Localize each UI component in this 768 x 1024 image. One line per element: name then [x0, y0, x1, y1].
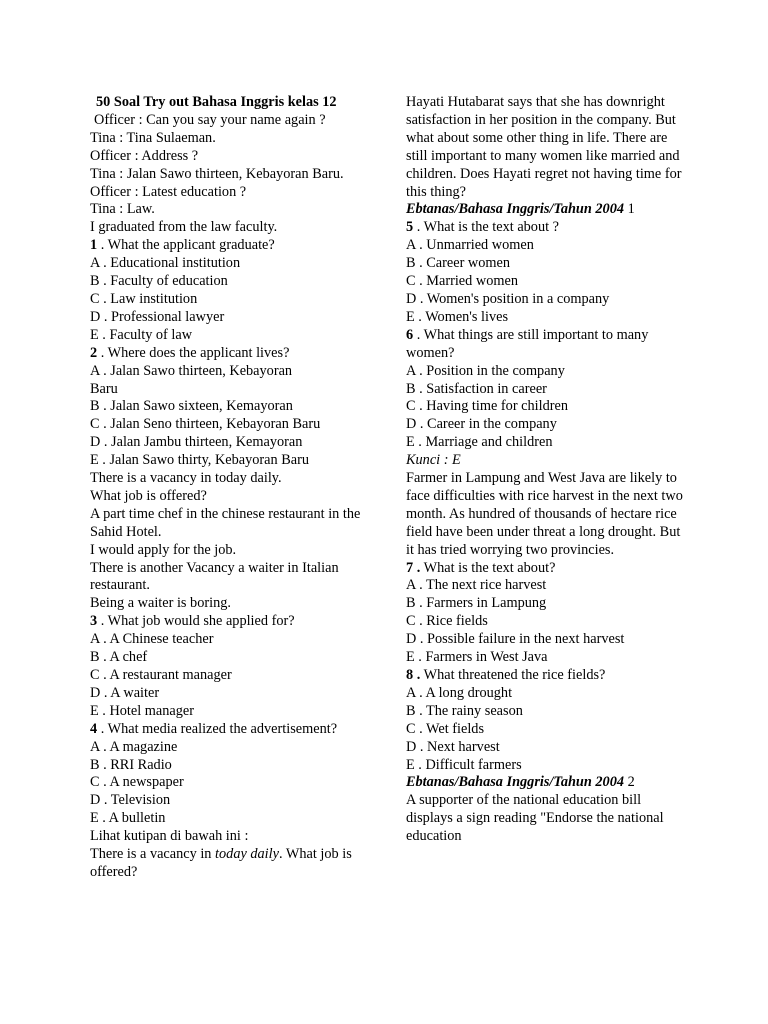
passage-line: A part time chef in the chinese restaurant in the Sahid Hotel. — [90, 505, 361, 540]
source-citation — [406, 774, 684, 792]
answer-option: D . Professional lawyer — [90, 308, 225, 325]
question-text: . What is the text about ? — [413, 219, 560, 236]
passage-line: Hayati Hutabarat says that she has downright satisfaction in her position in the company. But — [406, 94, 676, 128]
question-5 — [406, 219, 684, 237]
dialog-line: Officer : Can you say your name again ? — [94, 111, 326, 128]
question-text: What is the text about? — [420, 559, 556, 576]
answer-option: D . Next harvest — [406, 738, 500, 755]
dialog-line: Officer : Latest education ? — [90, 183, 247, 200]
passage-line: what about some other thing in life. There are still important to many women like married and — [406, 129, 680, 164]
passage-line: Farmer in Lampung and West Java are likely to face difficulties with rice harvest in the next two — [406, 470, 683, 504]
dialog-line: Tina : Tina Sulaeman. — [90, 129, 216, 146]
question-number: 5 — [406, 219, 414, 236]
answer-option: A . The next rice harvest — [406, 577, 547, 594]
passage-text: . What job is offered? — [90, 846, 352, 880]
answer-option: C . Wet fields — [406, 720, 485, 737]
answer-option: A . Position in the company — [406, 362, 565, 379]
document-title: 50 Soal Try out Bahasa Inggris kelas 12 — [96, 94, 337, 110]
dialog-line: Officer : Address ? — [90, 147, 199, 164]
answer-option: B . Jalan Sawo sixteen, Kemayoran — [90, 398, 293, 415]
answer-option: A . A long drought — [406, 684, 513, 701]
answer-option: C . Having time for children — [406, 398, 568, 415]
dialog-line: Tina : Law. — [90, 201, 155, 218]
answer-option: A . Unmarried women — [406, 237, 534, 254]
passage-line: What job is offered? — [90, 487, 207, 504]
passage-line — [90, 846, 378, 882]
answer-option: C . A newspaper — [90, 774, 184, 791]
answer-option: B . Career women — [406, 255, 511, 272]
answer-option: D . Women's position in a company — [406, 290, 610, 307]
answer-option: E . Women's lives — [406, 308, 509, 325]
question-number: 3 — [90, 613, 98, 630]
question-text: . Where does the applicant lives? — [97, 344, 290, 361]
passage-line: There is another Vacancy a waiter in Italian restaurant. — [90, 559, 339, 594]
answer-option-continued: Baru — [90, 380, 118, 397]
answer-option: E . A bulletin — [90, 810, 166, 827]
passage-line: Being a waiter is boring. — [90, 595, 231, 612]
question-number: 4 — [90, 720, 98, 737]
answer-option: E . Hotel manager — [90, 702, 195, 719]
source-number: 1 — [624, 201, 635, 218]
question-number: 7 . — [406, 559, 421, 576]
answer-option: B . The rainy season — [406, 702, 523, 719]
question-text: . What the applicant graduate? — [97, 237, 275, 254]
question-text: . What job would she applied for? — [97, 613, 295, 630]
answer-option: B . Faculty of education — [90, 273, 228, 290]
answer-option: A . Jalan Sawo thirteen, Kebayoran — [90, 362, 293, 379]
passage-line: Lihat kutipan di bawah ini : — [90, 828, 249, 845]
dialog-line: Tina : Jalan Sawo thirteen, Kebayoran Baru. — [90, 165, 344, 182]
question-2 — [90, 345, 378, 363]
question-number: 8 . — [406, 667, 421, 683]
answer-option: C . Married women — [406, 273, 518, 290]
answer-option: E . Difficult farmers — [406, 756, 522, 773]
answer-option: E . Jalan Sawo thirty, Kebayoran Baru — [90, 452, 310, 469]
answer-option: E . Faculty of law — [90, 326, 193, 343]
source-number: 2 — [624, 774, 635, 791]
question-number: 6 — [406, 326, 414, 343]
question-text: . What media realized the advertisement? — [97, 720, 338, 737]
question-3 — [90, 613, 378, 631]
question-6 — [406, 327, 684, 363]
answer-option: D . Possible failure in the next harvest — [406, 631, 625, 648]
answer-option: D . A waiter — [90, 684, 160, 701]
answer-option: E . Farmers in West Java — [406, 649, 548, 666]
answer-option: C . Rice fields — [406, 613, 488, 630]
answer-option: C . Jalan Seno thirteen, Kebayoran Baru — [90, 416, 321, 433]
answer-option: E . Marriage and children — [406, 434, 553, 451]
question-number: 2 — [90, 344, 98, 361]
answer-option: D . Television — [90, 792, 171, 809]
answer-option: A . A magazine — [90, 738, 178, 755]
answer-option: D . Jalan Jambu thirteen, Kemayoran — [90, 434, 303, 451]
passage-line: I would apply for the job. — [90, 541, 237, 558]
question-4 — [90, 721, 378, 739]
answer-option: B . Farmers in Lampung — [406, 595, 547, 612]
source-citation — [406, 201, 684, 219]
answer-option: C . A restaurant manager — [90, 667, 232, 683]
passage-emphasis: today daily — [215, 846, 279, 863]
source-title: Ebtanas/Bahasa Inggris/Tahun 2004 — [406, 201, 624, 218]
passage-text: There is a vacancy in — [90, 846, 216, 863]
passage-line: children. Does Hayati regret not having time for this thing? — [406, 165, 682, 200]
question-8 — [406, 667, 684, 685]
question-1 — [90, 237, 378, 255]
question-text: What threatened the rice fields? — [420, 667, 606, 683]
left-column — [90, 94, 378, 882]
answer-option: B . RRI Radio — [90, 756, 172, 773]
passage-line: There is a vacancy in today daily. — [90, 470, 282, 487]
answer-option: B . A chef — [90, 649, 148, 666]
answer-option: D . Career in the company — [406, 416, 557, 433]
dialog-line: I graduated from the law faculty. — [90, 219, 278, 236]
right-column — [406, 94, 684, 846]
passage-line: A supporter of the national education bill displays a sign reading "Endorse the national education — [406, 792, 664, 845]
answer-option: C . Law institution — [90, 290, 198, 307]
question-number: 1 — [90, 237, 98, 254]
answer-option: A . A Chinese teacher — [90, 631, 214, 648]
question-text: . What things are still important to many women? — [406, 326, 649, 361]
passage-line: it has tried worrying two provincies. — [406, 541, 615, 558]
question-7 — [406, 560, 684, 578]
answer-option: B . Satisfaction in career — [406, 380, 547, 397]
source-title: Ebtanas/Bahasa Inggris/Tahun 2004 — [406, 774, 624, 791]
answer-key: Kunci : E — [406, 452, 461, 469]
passage-line: month. As hundred of thousands of hectare rice field have been under threat a long drought. But — [406, 505, 681, 540]
answer-option: A . Educational institution — [90, 255, 241, 272]
